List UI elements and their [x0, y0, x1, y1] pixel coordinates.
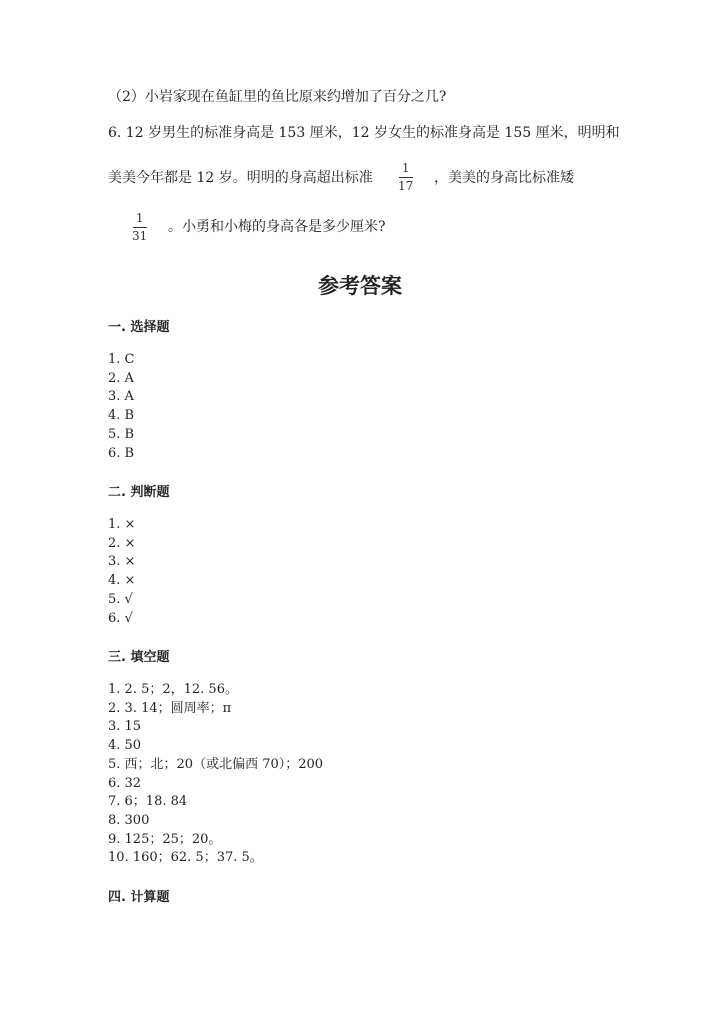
question-line-4: 。小勇和小梅的身高各是多少厘米?: [168, 219, 386, 235]
list-item: 4. ×: [108, 573, 136, 589]
question-line-2: 6. 12 岁男生的标准身高是 153 厘米，12 岁女生的标准身高是 155 厘米，明明和: [108, 125, 620, 141]
list-item: 9. 125；25；20。: [108, 831, 222, 847]
fraction-1-17: [398, 162, 413, 193]
list-item: 5. 西；北；20（或北偏西 70）；200: [108, 756, 324, 772]
fraction-bar: [399, 177, 413, 178]
fraction-numerator: 1: [401, 161, 410, 175]
fraction-1-31: [132, 212, 147, 243]
list-item: 3. 15: [108, 719, 142, 735]
list-item: 8. 300: [108, 812, 150, 828]
section-heading-judgment: 二. 判断题: [108, 485, 170, 500]
list-item: 4. 50: [108, 738, 142, 754]
list-item: 2. A: [108, 370, 134, 386]
answer-list-judgment: [108, 516, 135, 628]
list-item: 10. 160；62. 5；37. 5。: [108, 850, 263, 866]
list-item: 2. 3. 14；圆周率；π: [108, 700, 232, 716]
fraction-bar: [133, 227, 147, 228]
section-heading-choice: 一. 选择题: [108, 320, 170, 335]
section-heading-calculation: 四. 计算题: [108, 890, 170, 905]
answer-title: 参考答案: [318, 274, 402, 298]
list-item: 7. 6；18. 84: [108, 794, 188, 810]
fraction-numerator: 1: [135, 211, 144, 225]
list-item: 6. 32: [108, 775, 142, 791]
answer-list-fill: [108, 681, 323, 868]
fraction-denominator: 17: [398, 179, 414, 193]
list-item: 2. ×: [108, 535, 136, 551]
list-item: 3. ×: [108, 554, 136, 570]
answer-list-choice: [108, 351, 134, 463]
list-item: 1. ×: [108, 517, 136, 532]
question-line-1: （2）小岩家现在鱼缸里的鱼比原来约增加了百分之几?: [108, 89, 447, 105]
fraction-denominator: 31: [132, 229, 148, 243]
list-item: 1. 2. 5；2，12. 56。: [108, 682, 238, 697]
question-line-3b: ，美美的身高比标准矮: [434, 170, 574, 186]
list-item: 1. C: [108, 352, 135, 367]
section-heading-fill: 三. 填空题: [108, 650, 170, 665]
list-item: 6. B: [108, 445, 135, 461]
list-item: 5. √: [108, 591, 133, 607]
question-line-3a: 美美今年都是 12 岁。明明的身高超出标准: [108, 170, 373, 186]
list-item: 5. B: [108, 426, 135, 442]
list-item: 6. √: [108, 610, 133, 626]
list-item: 3. A: [108, 389, 134, 405]
list-item: 4. B: [108, 408, 135, 424]
